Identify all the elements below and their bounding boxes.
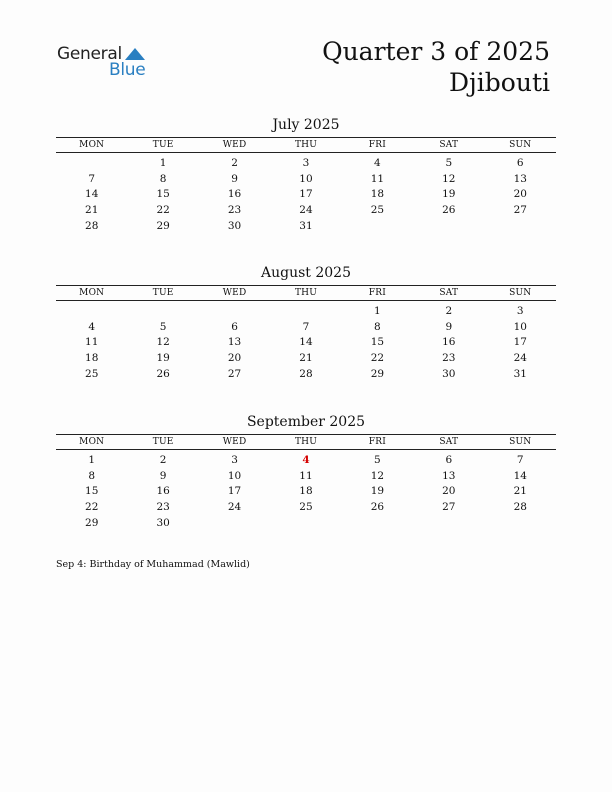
week-row bbox=[56, 468, 556, 484]
week-row bbox=[56, 335, 556, 351]
weekday-header-tue: TUE bbox=[127, 138, 198, 153]
day-cell: 7 bbox=[516, 453, 524, 466]
day-cell: 6 bbox=[516, 156, 524, 169]
day-cell: 22 bbox=[156, 204, 170, 217]
day-cell: 22 bbox=[85, 501, 99, 514]
empty-day-cell bbox=[413, 515, 484, 531]
week-row bbox=[56, 319, 556, 335]
empty-day-cell bbox=[485, 515, 556, 531]
day-cell: 29 bbox=[156, 220, 170, 233]
day-cell: 25 bbox=[299, 501, 313, 514]
day-cell: 5 bbox=[374, 453, 381, 466]
day-cell: 2 bbox=[159, 453, 167, 466]
title-block bbox=[322, 36, 550, 98]
day-cell: 18 bbox=[370, 188, 385, 201]
day-cell: 3 bbox=[516, 304, 524, 317]
day-cell: 23 bbox=[156, 501, 170, 514]
day-cell: 27 bbox=[513, 204, 527, 217]
weekday-header-mon: MON bbox=[56, 286, 127, 301]
week-row bbox=[56, 218, 556, 234]
day-cell: 29 bbox=[85, 517, 99, 530]
day-cell: 19 bbox=[370, 485, 385, 498]
day-cell: 21 bbox=[299, 352, 313, 365]
weekday-header-fri: FRI bbox=[342, 286, 413, 301]
day-cell: 11 bbox=[85, 336, 99, 349]
month-name: September 2025 bbox=[246, 414, 366, 430]
day-cell: 1 bbox=[374, 304, 381, 317]
day-cell: 19 bbox=[156, 352, 170, 365]
weekday-header-wed: WED bbox=[199, 138, 270, 153]
day-cell: 24 bbox=[513, 352, 527, 365]
day-cell: 8 bbox=[159, 172, 167, 185]
week-row bbox=[56, 301, 556, 319]
holiday-day-cell: 4 bbox=[302, 453, 310, 466]
week-row bbox=[56, 515, 556, 531]
day-cell: 29 bbox=[370, 368, 385, 381]
month-calendar-august bbox=[56, 264, 556, 382]
weekday-header-thu: THU bbox=[270, 138, 341, 153]
day-cell: 3 bbox=[302, 156, 310, 169]
weekday-header-wed: WED bbox=[199, 435, 270, 450]
day-cell: 4 bbox=[374, 156, 381, 169]
empty-day-cell bbox=[342, 218, 413, 234]
day-cell: 1 bbox=[159, 156, 167, 169]
weekday-header-fri: FRI bbox=[342, 435, 413, 450]
day-cell: 21 bbox=[85, 204, 99, 217]
day-cell: 8 bbox=[88, 469, 96, 482]
day-cell: 20 bbox=[442, 485, 456, 498]
day-cell: 26 bbox=[442, 204, 456, 217]
day-cell: 13 bbox=[513, 172, 527, 185]
weekday-header-sun: SUN bbox=[485, 286, 556, 301]
day-cell: 25 bbox=[85, 368, 99, 381]
day-cell: 30 bbox=[227, 220, 242, 233]
day-cell: 20 bbox=[227, 352, 242, 365]
day-cell: 16 bbox=[156, 485, 170, 498]
day-cell: 13 bbox=[442, 469, 456, 482]
day-cell: 17 bbox=[513, 336, 527, 349]
day-cell: 23 bbox=[227, 204, 242, 217]
month-calendar-july bbox=[56, 116, 556, 234]
day-cell: 12 bbox=[370, 469, 385, 482]
month-table bbox=[56, 285, 556, 382]
day-cell: 11 bbox=[299, 469, 313, 482]
day-cell: 15 bbox=[85, 485, 99, 498]
day-cell: 11 bbox=[370, 172, 385, 185]
day-cell: 5 bbox=[445, 156, 453, 169]
day-cell: 20 bbox=[513, 188, 527, 201]
empty-day-cell bbox=[342, 515, 413, 531]
week-row bbox=[56, 499, 556, 515]
empty-day-cell bbox=[413, 218, 484, 234]
day-cell: 7 bbox=[88, 172, 96, 185]
day-cell: 14 bbox=[513, 469, 527, 482]
weekday-header-fri: FRI bbox=[342, 138, 413, 153]
week-row bbox=[56, 484, 556, 500]
empty-day-cell bbox=[127, 301, 198, 319]
weekday-header-sat: SAT bbox=[413, 435, 484, 450]
week-row bbox=[56, 153, 556, 171]
week-row bbox=[56, 187, 556, 203]
day-cell: 31 bbox=[513, 368, 527, 381]
day-cell: 18 bbox=[85, 352, 99, 365]
day-cell: 15 bbox=[156, 188, 170, 201]
day-cell: 13 bbox=[227, 336, 242, 349]
day-cell: 21 bbox=[513, 485, 527, 498]
day-cell: 26 bbox=[156, 368, 170, 381]
month-table bbox=[56, 434, 556, 531]
day-cell: 27 bbox=[227, 368, 242, 381]
day-cell: 23 bbox=[442, 352, 456, 365]
day-cell: 12 bbox=[442, 172, 456, 185]
day-cell: 4 bbox=[88, 320, 96, 333]
country-name: Djibouti bbox=[449, 68, 550, 97]
day-cell: 24 bbox=[227, 501, 242, 514]
day-cell: 9 bbox=[159, 469, 167, 482]
empty-day-cell bbox=[56, 153, 127, 171]
day-cell: 14 bbox=[299, 336, 313, 349]
day-cell: 12 bbox=[156, 336, 170, 349]
day-cell: 28 bbox=[513, 501, 527, 514]
day-cell: 8 bbox=[374, 320, 381, 333]
day-cell: 17 bbox=[299, 188, 313, 201]
day-cell: 10 bbox=[513, 320, 527, 333]
weekday-header-tue: TUE bbox=[127, 435, 198, 450]
month-table bbox=[56, 137, 556, 234]
day-cell: 7 bbox=[302, 320, 310, 333]
weekday-header-thu: THU bbox=[270, 286, 341, 301]
day-cell: 3 bbox=[231, 453, 238, 466]
weekday-header-sun: SUN bbox=[485, 435, 556, 450]
day-cell: 5 bbox=[159, 320, 167, 333]
day-cell: 30 bbox=[156, 517, 170, 530]
day-cell: 16 bbox=[442, 336, 456, 349]
empty-day-cell bbox=[270, 515, 341, 531]
week-row bbox=[56, 350, 556, 366]
day-cell: 14 bbox=[85, 188, 99, 201]
day-cell: 19 bbox=[442, 188, 456, 201]
weekday-header-sat: SAT bbox=[413, 286, 484, 301]
week-row bbox=[56, 171, 556, 187]
weekday-header-sat: SAT bbox=[413, 138, 484, 153]
day-cell: 2 bbox=[231, 156, 238, 169]
day-cell: 25 bbox=[370, 204, 385, 217]
day-cell: 17 bbox=[227, 485, 242, 498]
weekday-header-tue: TUE bbox=[127, 286, 198, 301]
empty-day-cell bbox=[56, 301, 127, 319]
day-cell: 9 bbox=[231, 172, 238, 185]
day-cell: 27 bbox=[442, 501, 456, 514]
weekday-header-sun: SUN bbox=[485, 138, 556, 153]
day-cell: 22 bbox=[370, 352, 385, 365]
month-name: August 2025 bbox=[261, 265, 351, 281]
day-cell: 16 bbox=[227, 188, 242, 201]
day-cell: 6 bbox=[231, 320, 238, 333]
week-row bbox=[56, 202, 556, 218]
day-cell: 28 bbox=[85, 220, 99, 233]
logo-text-blue: Blue bbox=[109, 60, 146, 80]
generalblue-logo bbox=[57, 44, 157, 80]
week-row bbox=[56, 366, 556, 382]
day-cell: 24 bbox=[299, 204, 313, 217]
day-cell: 15 bbox=[370, 336, 385, 349]
day-cell: 1 bbox=[88, 453, 96, 466]
day-cell: 26 bbox=[370, 501, 385, 514]
empty-day-cell bbox=[485, 218, 556, 234]
day-cell: 9 bbox=[445, 320, 453, 333]
day-cell: 28 bbox=[299, 368, 313, 381]
logo-text-general: General bbox=[57, 44, 122, 64]
day-cell: 2 bbox=[445, 304, 453, 317]
day-cell: 6 bbox=[445, 453, 453, 466]
month-calendar-september bbox=[56, 413, 556, 531]
logo-flag-icon bbox=[125, 46, 145, 60]
empty-day-cell bbox=[199, 515, 270, 531]
weekday-header-wed: WED bbox=[199, 286, 270, 301]
week-row bbox=[56, 450, 556, 468]
empty-day-cell bbox=[199, 301, 270, 319]
day-cell: 10 bbox=[299, 172, 313, 185]
weekday-header-mon: MON bbox=[56, 435, 127, 450]
holiday-note: Sep 4: Birthday of Muhammad (Mawlid) bbox=[56, 559, 250, 570]
day-cell: 30 bbox=[442, 368, 456, 381]
weekday-header-mon: MON bbox=[56, 138, 127, 153]
month-name: July 2025 bbox=[272, 117, 340, 133]
empty-day-cell bbox=[270, 301, 341, 319]
weekday-header-thu: THU bbox=[270, 435, 341, 450]
day-cell: 10 bbox=[227, 469, 242, 482]
day-cell: 18 bbox=[299, 485, 313, 498]
day-cell: 31 bbox=[299, 220, 313, 233]
page-title: Quarter 3 of 2025 bbox=[322, 37, 550, 66]
